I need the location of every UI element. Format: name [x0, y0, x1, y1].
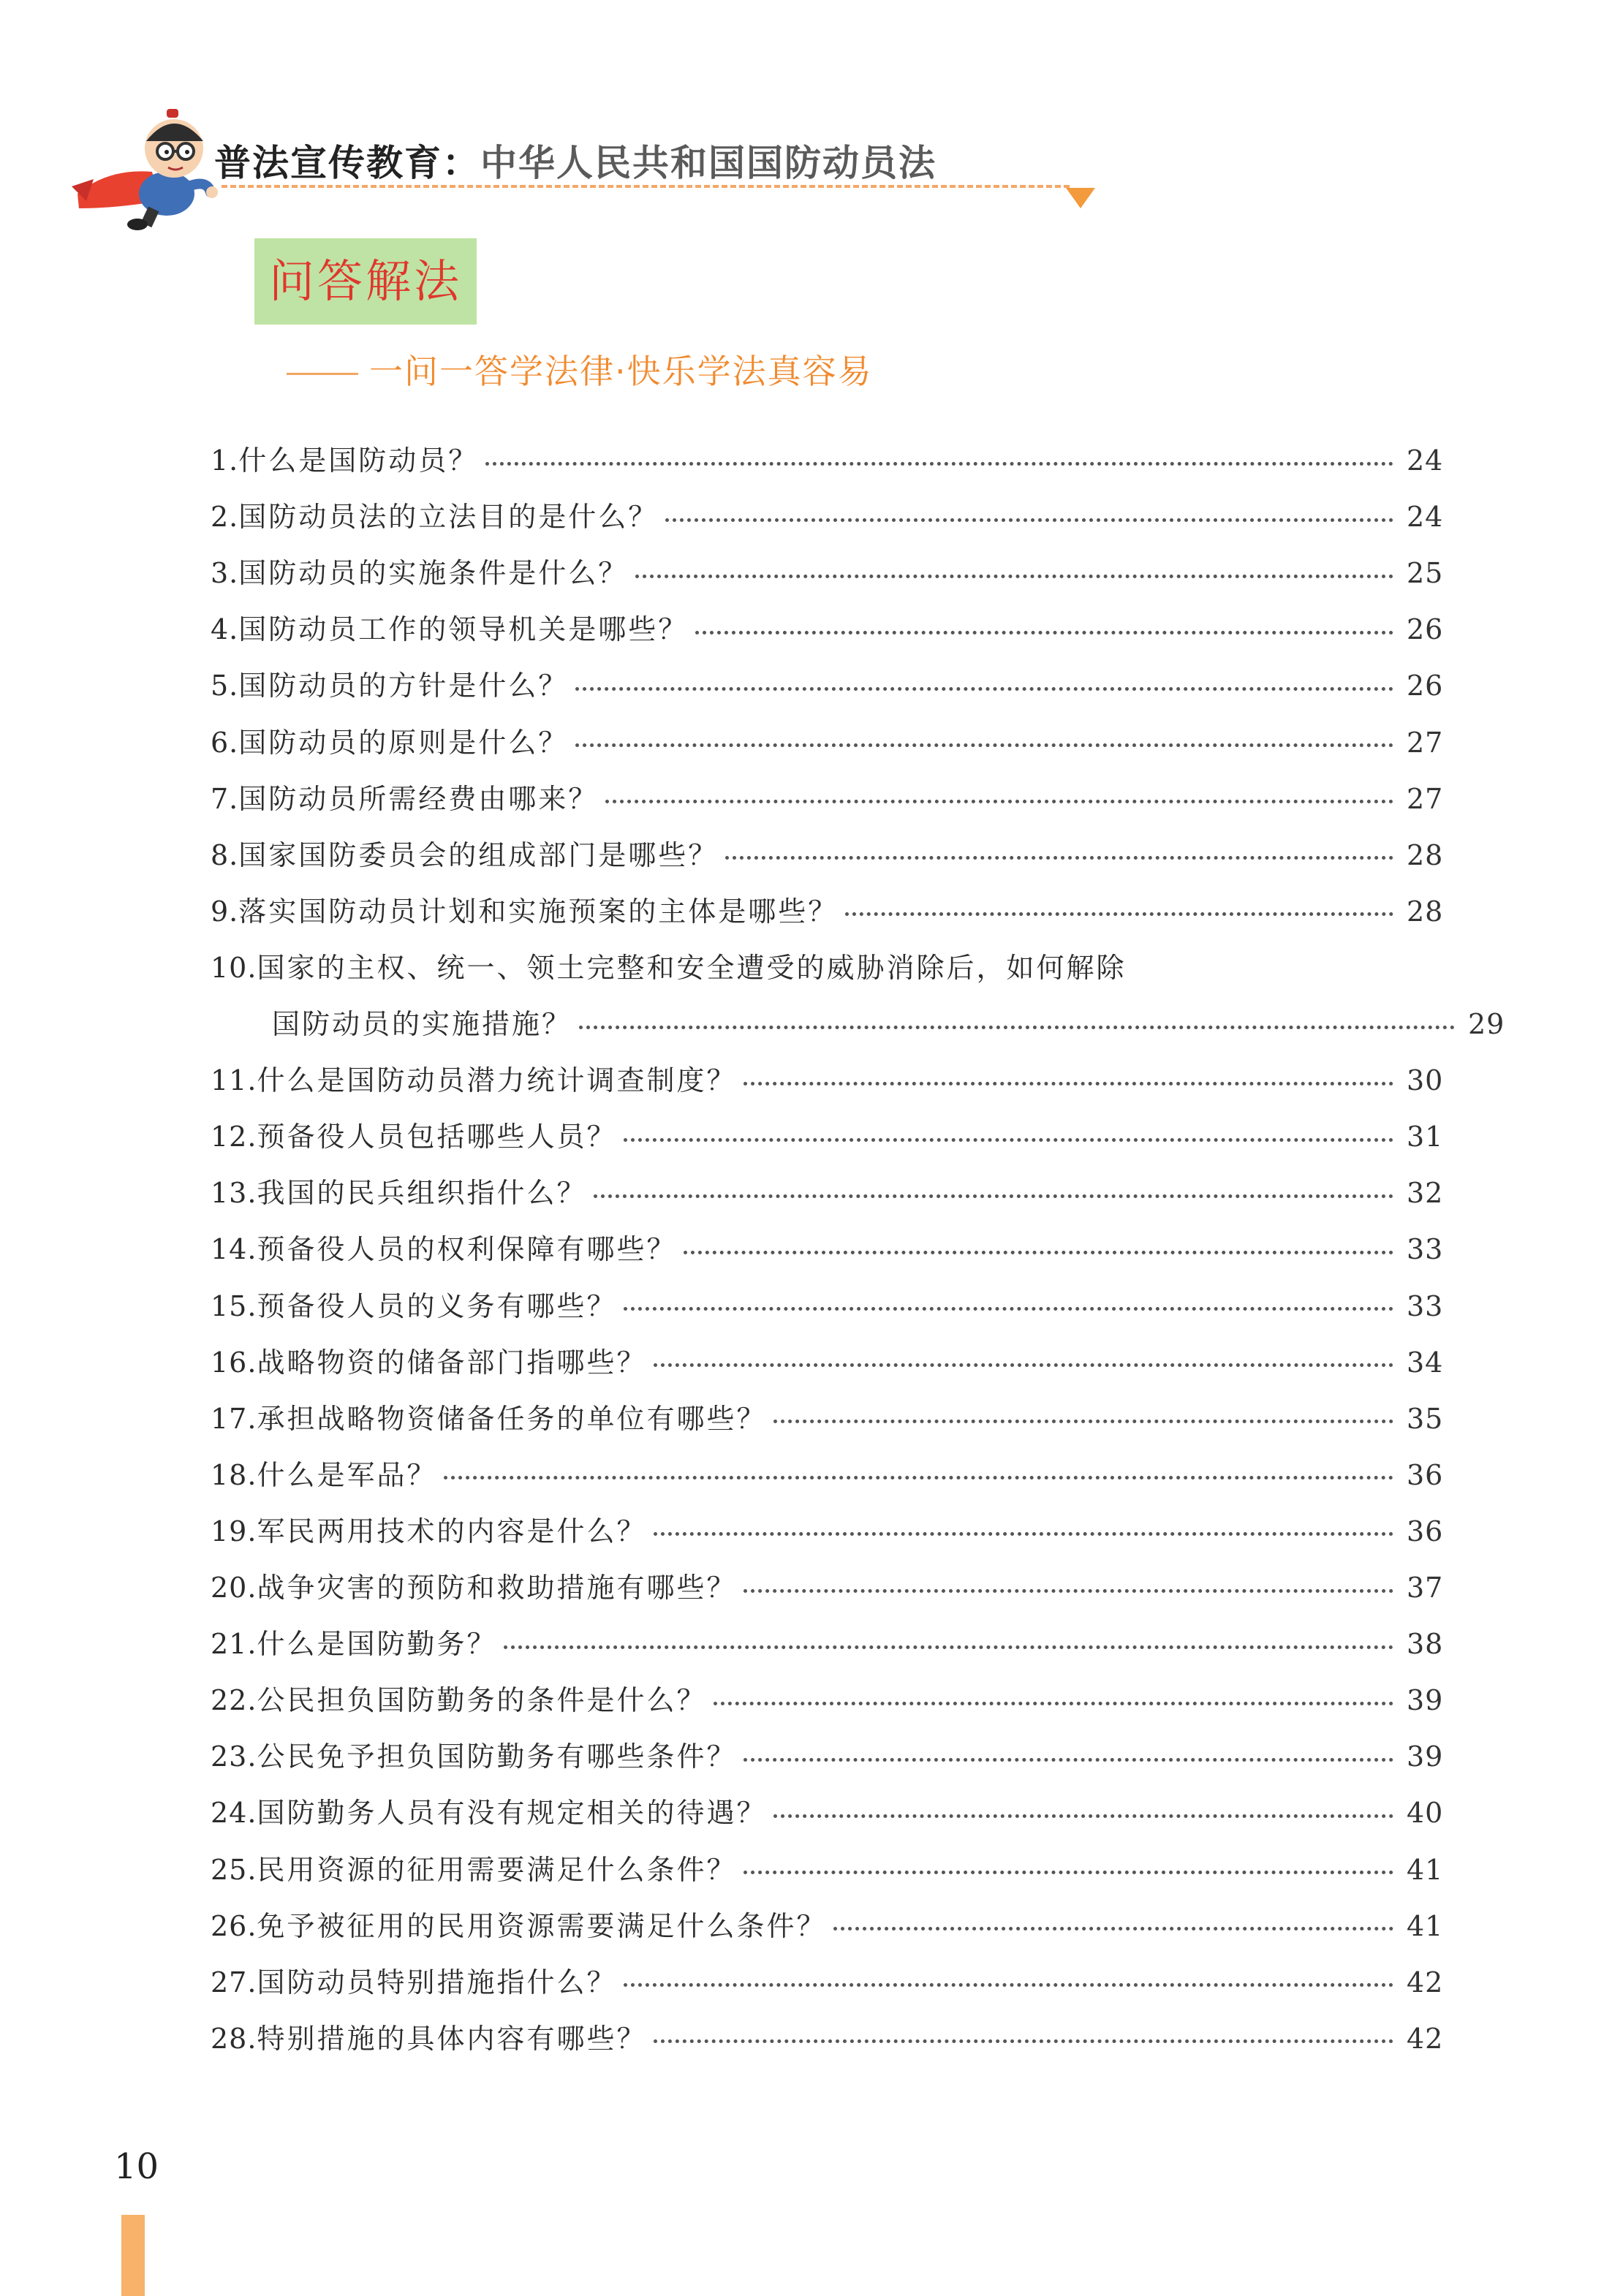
toc-entry-page: 24 — [1407, 501, 1444, 534]
toc-entry[interactable] — [211, 721, 1444, 765]
toc-leader-dots — [833, 1927, 1393, 1931]
page-edge-bar — [121, 2215, 145, 2296]
toc-leader-dots — [624, 1138, 1393, 1142]
toc-entry-page: 26 — [1407, 613, 1444, 646]
toc-leader-dots — [744, 1082, 1393, 1086]
toc-entry-page: 28 — [1407, 838, 1444, 871]
toc-entry-page: 39 — [1407, 1684, 1444, 1717]
toc-entry-page: 25 — [1407, 557, 1444, 590]
toc-leader-dots — [654, 1363, 1393, 1367]
toc-entry-question: 国防动员的原则是什么？ — [238, 726, 569, 759]
toc-entry-page: 36 — [1407, 1515, 1444, 1547]
toc-entry[interactable] — [211, 1848, 1444, 1892]
toc-leader-dots — [744, 1589, 1393, 1593]
toc-entry[interactable] — [211, 1509, 1444, 1553]
toc-entry-page: 27 — [1407, 782, 1444, 815]
toc-entry-number: 2. — [211, 501, 239, 534]
toc-leader-dots — [773, 1814, 1393, 1818]
toc-entry[interactable] — [211, 1227, 1444, 1271]
toc-entry-question: 国防动员的方针是什么？ — [238, 670, 569, 702]
toc-entry-question: 民用资源的征用需要满足什么条件？ — [257, 1853, 737, 1886]
toc-entry-number: 23. — [211, 1740, 257, 1773]
toc-entry-number: 14. — [211, 1233, 257, 1266]
section-subtitle: 一问一答学法律·快乐学法真容易 — [369, 352, 873, 391]
toc-entry[interactable] — [211, 1622, 1444, 1666]
toc-leader-dots — [624, 1307, 1393, 1311]
toc-entry-page: 31 — [1407, 1121, 1444, 1153]
toc-entry-question: 什么是国防动员？ — [238, 444, 479, 477]
toc-leader-dots — [845, 912, 1393, 916]
toc-entry[interactable] — [211, 833, 1444, 877]
toc-leader-dots — [654, 1532, 1393, 1536]
toc-entry-number: 5. — [211, 670, 239, 702]
section-title: 问答解法 — [268, 254, 462, 308]
triangle-down-icon — [1066, 188, 1095, 208]
toc-entry-page: 40 — [1407, 1797, 1444, 1830]
toc-entry[interactable] — [211, 777, 1444, 821]
toc-entry-number: 22. — [211, 1684, 257, 1717]
toc-entry[interactable] — [211, 1791, 1444, 1835]
toc-entry-question: 战略物资的储备部门指哪些？ — [257, 1346, 647, 1379]
toc-entry-page: 41 — [1407, 1853, 1444, 1886]
toc-entry-question: 特别措施的具体内容有哪些？ — [257, 2022, 647, 2055]
toc-leader-dots — [773, 1420, 1393, 1423]
toc-entry-page: 26 — [1407, 670, 1444, 702]
toc-entry-question: 什么是军品？ — [257, 1458, 437, 1491]
toc-entry-question: 国防动员法的立法目的是什么？ — [238, 501, 659, 534]
toc-entry-page: 24 — [1407, 444, 1444, 477]
toc-leader-dots — [714, 1702, 1393, 1705]
toc-leader-dots — [579, 1026, 1455, 1029]
toc-leader-dots — [654, 2039, 1393, 2043]
toc-entry-number: 28. — [211, 2022, 257, 2055]
toc-entry-question: 战争灾害的预防和救助措施有哪些？ — [257, 1572, 737, 1604]
toc-entry[interactable] — [211, 664, 1444, 708]
toc-entry[interactable] — [211, 1115, 1444, 1159]
toc-entry-number: 19. — [211, 1515, 257, 1547]
toc-entry-page: 30 — [1407, 1064, 1444, 1097]
toc-entry-number: 16. — [211, 1346, 257, 1379]
header-title-series: 普法宣传教育： — [214, 142, 480, 184]
toc-entry-page: 33 — [1407, 1289, 1444, 1322]
toc-entry[interactable] — [211, 1678, 1444, 1722]
toc-entry-page: 34 — [1407, 1346, 1444, 1379]
toc-entry-question: 预备役人员的义务有哪些？ — [257, 1289, 617, 1322]
toc-entry-number: 10. — [211, 951, 257, 984]
toc-entry[interactable] — [211, 2017, 1444, 2061]
toc-entry-number: 3. — [211, 557, 239, 590]
toc-leader-dots — [635, 575, 1393, 578]
toc-leader-dots — [624, 1983, 1393, 1987]
toc-entry-number: 6. — [211, 726, 239, 759]
toc-entry-number: 4. — [211, 613, 239, 646]
toc-entry-question: 公民免予担负国防勤务有哪些条件？ — [257, 1740, 737, 1773]
toc-entry-number: 26. — [211, 1909, 257, 1942]
toc-leader-dots — [665, 518, 1393, 522]
toc-entry-page: 33 — [1407, 1233, 1444, 1266]
toc-entry-continuation[interactable] — [211, 1002, 1505, 1046]
toc-entry[interactable] — [211, 1960, 1444, 2004]
toc-entry-page: 35 — [1407, 1402, 1444, 1435]
toc-entry-number: 9. — [211, 895, 239, 928]
toc-leader-dots — [744, 1758, 1393, 1762]
toc-leader-dots — [744, 1871, 1393, 1874]
toc-entry-number: 25. — [211, 1853, 257, 1886]
toc-entry[interactable] — [211, 439, 1444, 482]
toc-entry-question: 落实国防动员计划和实施预案的主体是哪些？ — [238, 895, 839, 928]
toc-entry-page: 38 — [1407, 1628, 1444, 1661]
toc-entry-page: 39 — [1407, 1740, 1444, 1773]
toc-entry-question: 免予被征用的民用资源需要满足什么条件？ — [257, 1909, 827, 1942]
toc-entry-page: 42 — [1407, 1966, 1444, 1998]
header-title-book: 中华人民共和国国防动员法 — [480, 142, 937, 184]
toc-entry-page: 28 — [1407, 895, 1444, 928]
toc-entry-number: 24. — [211, 1797, 257, 1830]
toc-entry[interactable] — [211, 1058, 1444, 1102]
toc-entry[interactable] — [211, 1341, 1444, 1384]
toc-entry-question: 什么是国防勤务？ — [257, 1628, 497, 1661]
toc-entry-number: 27. — [211, 1966, 257, 1998]
toc-entry-number: 17. — [211, 1402, 257, 1435]
header-title — [214, 134, 937, 186]
toc-entry-question: 国防动员工作的领导机关是哪些？ — [238, 613, 689, 646]
toc-entry-page: 29 — [1468, 1008, 1505, 1040]
toc-entry-number: 7. — [211, 782, 239, 815]
toc-entry[interactable] — [211, 1735, 1444, 1778]
toc-entry[interactable] — [211, 1284, 1444, 1328]
toc-entry[interactable] — [211, 607, 1444, 651]
toc-entry-question: 军民两用技术的内容是什么？ — [257, 1515, 647, 1547]
toc-entry-number: 12. — [211, 1121, 257, 1153]
toc-entry[interactable] — [211, 1566, 1444, 1610]
toc-leader-dots — [575, 687, 1393, 691]
toc-entry[interactable] — [211, 946, 1439, 990]
toc-entry-question: 承担战略物资储备任务的单位有哪些？ — [257, 1402, 767, 1435]
toc-leader-dots — [594, 1194, 1393, 1198]
page-header — [64, 99, 1059, 223]
toc-leader-dots — [485, 462, 1393, 466]
toc-entry[interactable] — [211, 495, 1444, 539]
toc-entry-question: 国防勤务人员有没有规定相关的待遇？ — [257, 1797, 767, 1830]
toc-entry-page: 36 — [1407, 1458, 1444, 1491]
toc-entry-question: 国防动员所需经费由哪来？ — [238, 782, 599, 815]
toc-leader-dots — [504, 1645, 1393, 1649]
toc-entry-number: 15. — [211, 1289, 257, 1322]
toc-leader-dots — [575, 743, 1393, 747]
toc-entry[interactable] — [211, 1171, 1444, 1215]
toc-entry-page: 41 — [1407, 1909, 1444, 1942]
toc-entry-number: 21. — [211, 1628, 257, 1661]
toc-entry-question-cont: 国防动员的实施措施？ — [272, 1008, 572, 1040]
section-title-box — [254, 238, 477, 325]
header-divider — [222, 185, 1070, 188]
toc-entry-question: 国家的主权、统一、领土完整和安全遭受的威胁消除后，如何解除 — [257, 951, 1127, 984]
toc-entry-question: 预备役人员包括哪些人员？ — [257, 1121, 617, 1153]
toc-entry-page: 27 — [1407, 726, 1444, 759]
toc-entry-question: 国家国防委员会的组成部门是哪些？ — [238, 838, 719, 871]
toc-entry-page: 37 — [1407, 1572, 1444, 1604]
toc-entry-question: 我国的民兵组织指什么？ — [257, 1177, 587, 1210]
toc-leader-dots — [684, 1251, 1393, 1254]
toc-entry-number: 1. — [211, 444, 239, 477]
toc-entry-question: 预备役人员的权利保障有哪些？ — [257, 1233, 677, 1266]
toc-entry-number: 13. — [211, 1177, 257, 1210]
toc-leader-dots — [444, 1476, 1393, 1479]
toc-entry-page: 42 — [1407, 2022, 1444, 2055]
toc-entry[interactable] — [211, 1397, 1444, 1441]
toc-entry-number: 18. — [211, 1458, 257, 1491]
toc-entry[interactable] — [211, 890, 1444, 933]
toc-entry-number: 8. — [211, 838, 239, 871]
toc-entry[interactable] — [211, 551, 1444, 595]
toc-entry-question: 公民担负国防勤务的条件是什么？ — [257, 1684, 707, 1717]
mascot-superhero-icon — [64, 99, 218, 230]
toc-entry-page: 32 — [1407, 1177, 1444, 1210]
toc-entry-number: 11. — [211, 1064, 257, 1097]
toc-entry[interactable] — [211, 1453, 1444, 1497]
toc-entry[interactable] — [211, 1904, 1444, 1948]
toc-entry-question: 国防动员特别措施指什么？ — [257, 1966, 617, 1998]
toc-entry-question: 国防动员的实施条件是什么？ — [238, 557, 629, 590]
toc-leader-dots — [695, 631, 1393, 634]
toc-leader-dots — [725, 856, 1393, 860]
subtitle-dash — [287, 373, 358, 375]
page-number: 10 — [114, 2146, 159, 2187]
toc-leader-dots — [605, 800, 1393, 803]
toc-entry-question: 什么是国防动员潜力统计调查制度？ — [257, 1064, 737, 1097]
toc-entry-number: 20. — [211, 1572, 257, 1604]
